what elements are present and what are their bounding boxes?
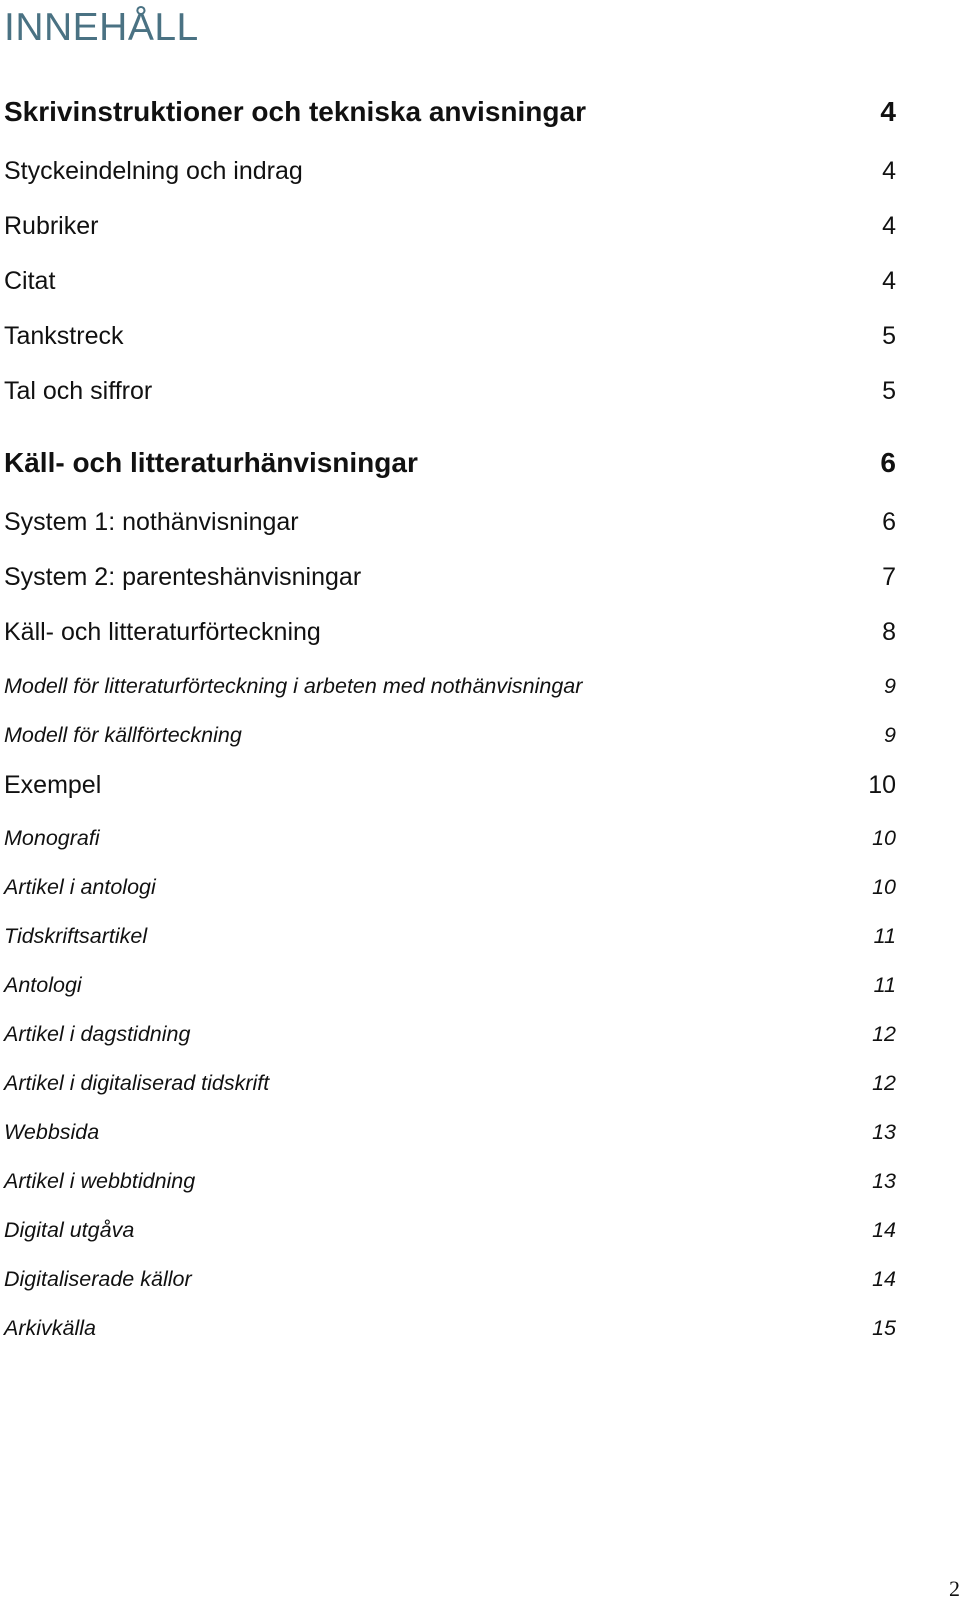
toc-entry-text: Skrivinstruktioner och tekniska anvisningar [4,96,586,127]
toc-entry-text: Artikel i antologi [4,875,156,899]
toc-entry[interactable] [4,826,896,851]
toc-entry-page: 6 [882,508,896,536]
toc-entry[interactable] [4,447,896,479]
toc-entry-page: 4 [882,267,896,295]
toc-entry[interactable] [4,1218,896,1243]
toc-entry-text: Tankstreck [4,322,124,350]
page-number: 2 [949,1576,960,1601]
toc-entry-text: System 2: parenteshänvisningar [4,563,362,591]
toc-entry-text: Antologi [4,973,82,997]
toc-entry-text: Rubriker [4,212,99,240]
toc-entry-page: 13 [872,1169,896,1193]
toc-entry-text: Modell för källförteckning [4,723,242,747]
toc-entry-page: 10 [868,771,896,799]
toc-entry-text: Käll- och litteraturförteckning [4,618,321,646]
toc-entry[interactable] [4,508,896,537]
toc-entry-page: 5 [882,377,896,405]
toc-entry-page: 4 [880,96,896,127]
toc-entry-page: 12 [872,1071,896,1095]
toc-entry[interactable] [4,96,896,128]
toc-entry-page: 10 [872,826,896,850]
toc-entry-text: Käll- och litteraturhänvisningar [4,447,418,478]
toc-entry-text: Styckeindelning och indrag [4,157,303,185]
toc-entry-page: 7 [882,563,896,591]
toc-entry-text: Artikel i webbtidning [4,1169,196,1193]
toc-entry[interactable] [4,1169,896,1194]
toc-entry[interactable] [4,377,896,406]
toc-entry[interactable] [4,267,896,296]
toc-entry-text: Citat [4,267,56,295]
toc-entry-page: 9 [884,723,896,747]
toc-entry-text: Digital utgåva [4,1218,135,1242]
toc-entry-page: 5 [882,322,896,350]
toc-entry[interactable] [4,1120,896,1145]
toc-entry[interactable] [4,1071,896,1096]
toc-entry-page: 4 [882,157,896,185]
toc-entry-page: 15 [872,1316,896,1340]
toc-entry[interactable] [4,563,896,592]
toc-entry-text: Arkivkälla [4,1316,96,1340]
toc-entry-page: 9 [884,674,896,698]
toc-entry-text: Artikel i dagstidning [4,1022,191,1046]
toc-entry-page: 14 [872,1267,896,1291]
toc-entry[interactable] [4,618,896,647]
toc-entry[interactable] [4,771,896,800]
toc-entry-text: Tidskriftsartikel [4,924,148,948]
toc-title: INNEHÅLL [4,6,199,49]
toc-entry-page: 8 [882,618,896,646]
toc-entry[interactable] [4,924,896,949]
toc-entry[interactable] [4,875,896,900]
toc-entry-page: 4 [882,212,896,240]
toc-entry[interactable] [4,212,896,241]
toc-entry-text: Artikel i digitaliserad tidskrift [4,1071,270,1095]
toc-entry[interactable] [4,1316,896,1341]
toc-entry[interactable] [4,322,896,351]
toc-entry[interactable] [4,1022,896,1047]
toc-entry-page: 13 [872,1120,896,1144]
toc-entry-text: System 1: nothänvisningar [4,508,299,536]
toc-entry-page: 12 [872,1022,896,1046]
toc-entry[interactable] [4,674,896,699]
toc-entry[interactable] [4,157,896,186]
toc-entry-text: Exempel [4,771,102,799]
toc-entry-text: Digitaliserade källor [4,1267,192,1291]
toc-entry-text: Tal och siffror [4,377,153,405]
toc-entry-page: 11 [873,924,896,948]
toc-entry-page: 10 [872,875,896,899]
toc-entry-page: 11 [873,973,896,997]
toc-entry-text: Webbsida [4,1120,100,1144]
toc-entry[interactable] [4,723,896,748]
toc-entry[interactable] [4,973,896,998]
toc-entry-page: 6 [880,447,896,478]
toc-entry-text: Monografi [4,826,100,850]
toc-entry-page: 14 [872,1218,896,1242]
toc-entry-text: Modell för litteraturförteckning i arbeten med nothänvisningar [4,674,583,698]
toc-entry[interactable] [4,1267,896,1292]
